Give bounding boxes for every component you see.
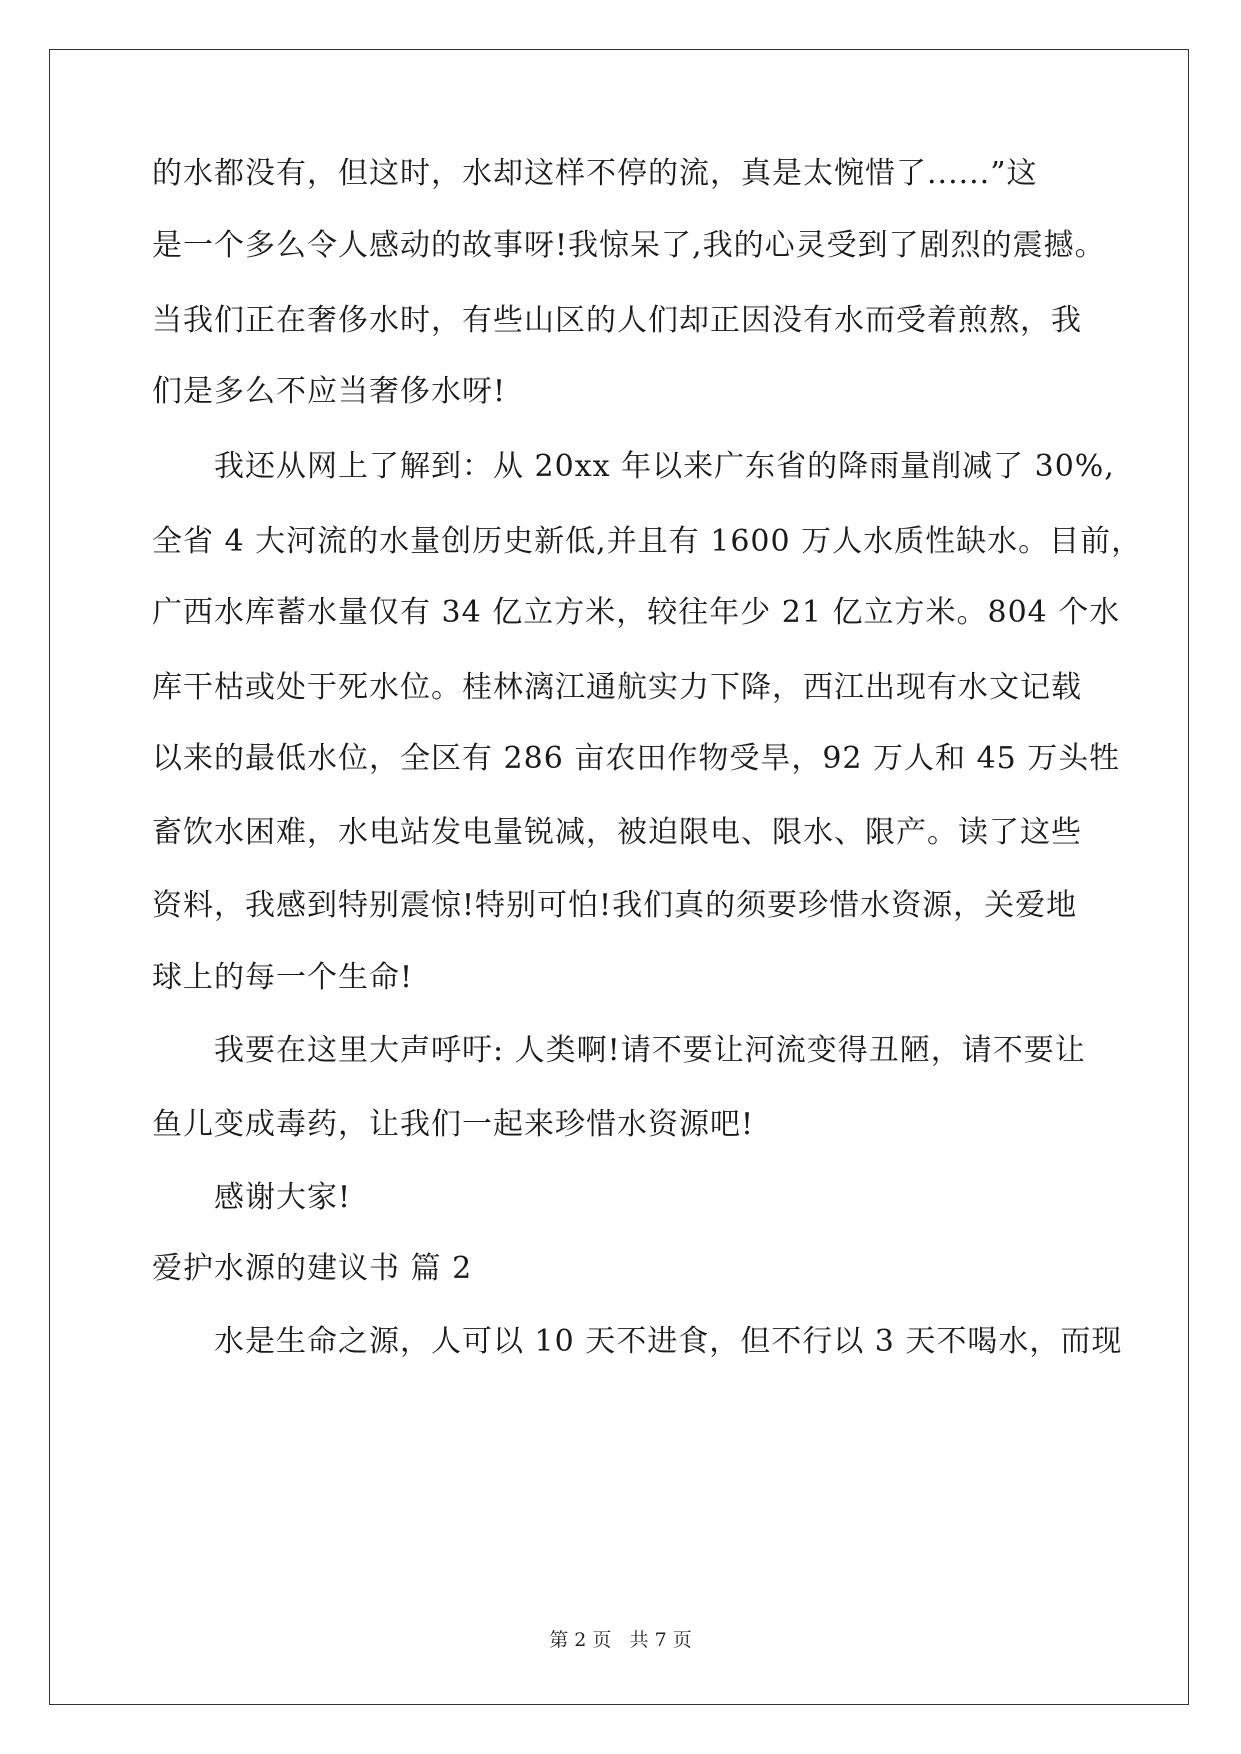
text-line: 全省 4 大河流的水量创历史新低,并且有 1600 万人水质性缺水。目前， bbox=[152, 524, 1143, 559]
text-line: 畜饮水困难，水电站发电量锐减，被迫限电、限水、限产。读了这些 bbox=[152, 815, 1082, 850]
text-line: 库干枯或处于死水位。桂林漓江通航实力下降，西江出现有水文记载 bbox=[152, 670, 1082, 705]
text-line: 鱼儿变成毒药，让我们一起来珍惜水资源吧! bbox=[152, 1107, 755, 1142]
text-line: 以来的最低水位，全区有 286 亩农田作物受旱，92 万人和 45 万头牲 bbox=[152, 741, 1121, 776]
text-line: 我还从网上了解到：从 20xx 年以来广东省的降雨量削减了 30%, bbox=[214, 449, 1115, 484]
page-number: 第 2 页 共 7 页 bbox=[549, 1629, 692, 1651]
text-line: 我要在这里大声呼吁: 人类啊!请不要让河流变得丑陋，请不要让 bbox=[214, 1033, 1086, 1068]
text-line: 是一个多么令人感动的故事呀!我惊呆了,我的心灵受到了剧烈的震撼。 bbox=[152, 228, 1106, 263]
text-line: 的水都没有，但这时，水却这样不停的流，真是太惋惜了......”这 bbox=[152, 156, 1038, 191]
section-heading: 爱护水源的建议书 篇 2 bbox=[152, 1251, 473, 1286]
text-line: 球上的每一个生命! bbox=[152, 960, 414, 995]
text-line: 广西水库蓄水量仅有 34 亿立方米，较往年少 21 亿立方米。804 个水 bbox=[152, 595, 1121, 630]
text-line: 资料，我感到特别震惊!特别可怕!我们真的须要珍惜水资源，关爱地 bbox=[152, 888, 1078, 923]
page-border bbox=[49, 49, 1189, 1705]
text-line: 感谢大家! bbox=[214, 1180, 352, 1215]
text-line: 当我们正在奢侈水时，有些山区的人们却正因没有水而受着煎熬，我 bbox=[152, 303, 1082, 338]
text-line: 们是多么不应当奢侈水呀! bbox=[152, 374, 507, 409]
text-line: 水是生命之源，人可以 10 天不进食，但不行以 3 天不喝水，而现 bbox=[214, 1324, 1123, 1359]
